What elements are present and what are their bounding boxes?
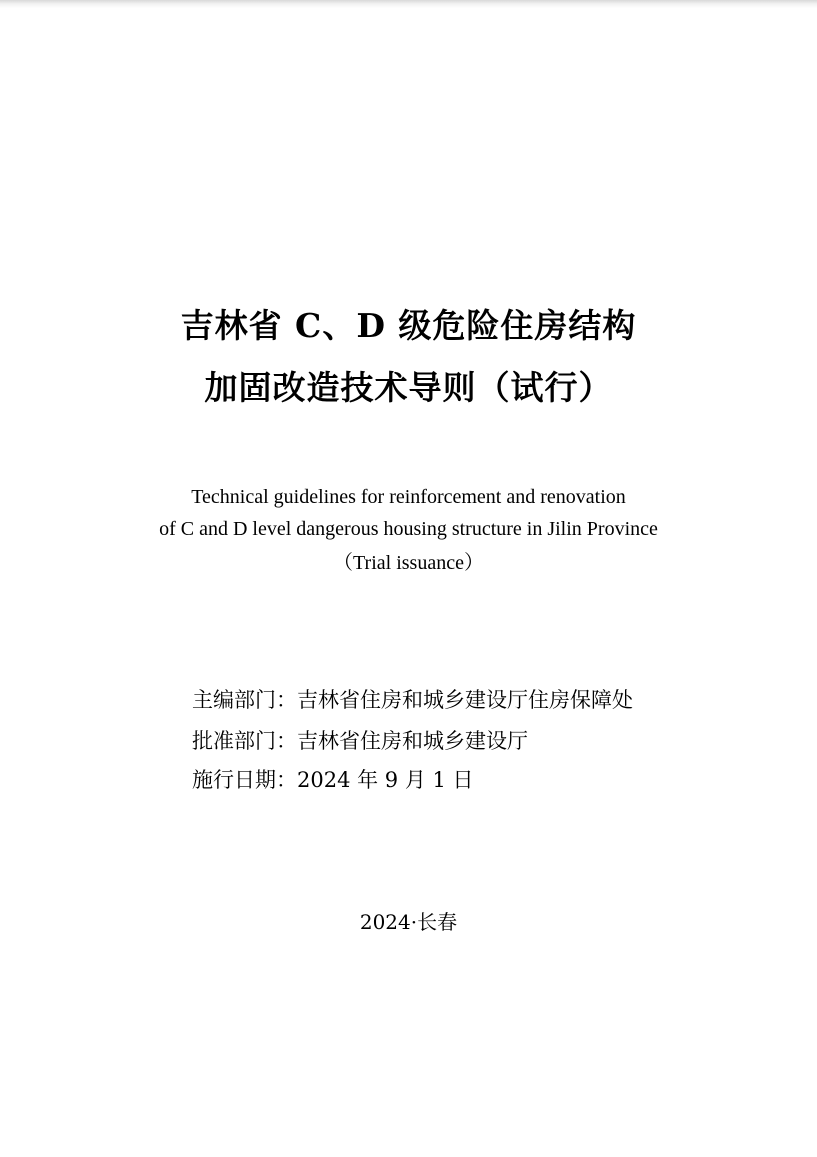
- approval-department-label: 批准部门：: [192, 729, 297, 753]
- chinese-title-line-2: 加固改造技术导则（试行）: [204, 368, 613, 407]
- english-title-line-2: of C and D level dangerous housing structure in Jilin Province: [159, 518, 658, 540]
- publication-year-place: 2024·长春: [359, 910, 458, 934]
- effective-date-label: 施行日期：: [192, 768, 297, 792]
- editor-department-label: 主编部门：: [192, 688, 297, 712]
- english-title-line-1: Technical guidelines for reinforcement and renovation: [191, 486, 626, 508]
- effective-date-row: [192, 766, 474, 794]
- approval-department-value: 吉林省住房和城乡建设厅: [297, 729, 528, 753]
- approval-department-row: [192, 727, 528, 755]
- editor-department-value: 吉林省住房和城乡建设厅住房保障处: [297, 688, 633, 712]
- editor-department-row: [192, 686, 633, 714]
- english-title-line-3: （Trial issuance）: [333, 552, 484, 574]
- effective-date-value: 2024 年 9 月 1 日: [297, 768, 474, 792]
- chinese-title-line-1: 吉林省 C、D 级危险住房结构: [180, 306, 637, 345]
